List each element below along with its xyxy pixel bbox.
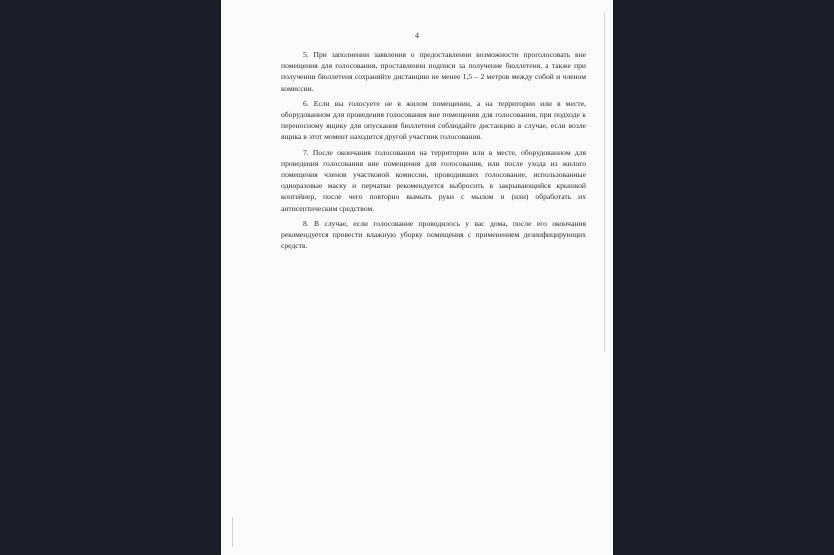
document-body — [281, 49, 586, 255]
paragraph-8: 8. В случае, если голосование проводилось у вас дома, после его окончания рекомендуется провести влажную уборку помещения с применением дезинфицирующих средств. — [281, 218, 586, 251]
page-scan-edge-mark — [232, 517, 233, 547]
page-number: 4 — [415, 31, 419, 40]
document-page — [221, 0, 613, 555]
paragraph-7: 7. После окончания голосования на территории или в месте, оборудованном для проведения голосования вне помещения для голосования, или после ухода из жилого помещения членов участковой комиссии, проводивших голосование, использованные одноразовые маску и перчатки рекомендуется выбросить в закрывающийся крышкой контейнер, после чего повторно вымыть руки с мылом и (или) обработать их антисептическим средством. — [281, 147, 586, 213]
paragraph-5: 5. При заполнении заявления о предоставлении возможности проголосовать вне помещения для голосования, проставлении подписи за получение бюллетеня, а также при получении бюллетеня сохраняйте дистанцию не менее 1,5 – 2 метров между собой и членом комиссии. — [281, 50, 586, 93]
paragraph-6: 6. Если вы голосуете не в жилом помещении, а на территории или в месте, оборудованном для проведения голосования вне помещения для голосования, при подходе к переносному ящику для опускания бюллетеня соблюдайте дистанцию в случае, если возле ящика в этот момент находится другой участник голосования. — [281, 98, 586, 142]
page-scan-edge-line — [604, 12, 605, 352]
